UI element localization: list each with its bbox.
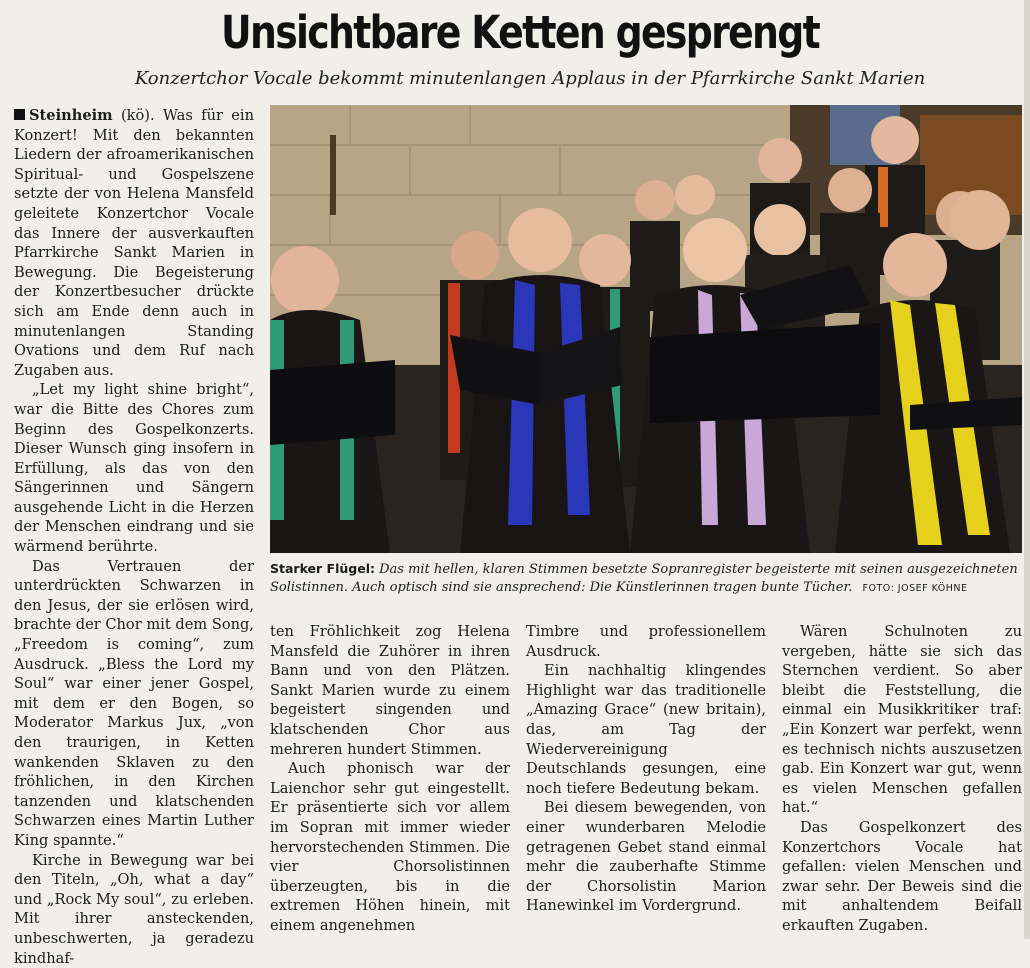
lead-paragraph [14, 106, 254, 380]
headline: Unsichtbare Ketten gesprengt [220, 6, 820, 59]
caption-label: Starker Flügel: [270, 561, 375, 576]
article-column-4 [782, 622, 1022, 936]
paragraph: Ein nachhaltig klingendes Highlight war das traditionelle „Amazing Grace“ (new britain), das, am Tag der Wiedervereinigung Deutschlands gesungen, eine noch tiefere Bedeutung bekam. [526, 662, 766, 797]
article-column-1 [14, 106, 254, 968]
paragraph: Auch phonisch war der Laienchor sehr gut eingestellt. Er präsentierte sich vor allem im Sopran mit immer wieder hervorstechenden Stimmen. Die vier Chorsolistinnen überzeugten, bis in die extremen Höhen hinein, mit einem angenehmen [270, 760, 510, 934]
lead-text: (kö). Was für ein Konzert! Mit den bekannten Liedern der afroamerikanischen Spiritual- und Gospelszene setzte der von Helena Mansfeld geleitete Konzertchor Vocale das Innere der ausverkauften Pfarrkirche Sankt Marien in Bewegung. Die Begeisterung der Konzertbesucher drückte sich am Ende denn auch in minutenlangen Standing Ovations und dem Ruf nach Zugaben aus. [14, 107, 254, 379]
page-edge [1024, 0, 1030, 939]
paragraph: Bei diesem bewegenden, von einer wunderbaren Melodie getragenen Gebet stand einmal mehr die zauberhafte Stimme der Chorsolistin Marion Hanewinkel im Vordergrund. [526, 799, 766, 915]
paragraph: Kirche in Bewegung war bei den Titeln, „Oh, what a day“ und „Rock My soul“, zu erleben. Mit ihrer ansteckenden, unbeschwerten, ja geradezu kindhaf- [14, 851, 254, 967]
paragraph: Das Gospelkonzert des Konzertchors Vocale hat gefallen: vielen Menschen und zwar sehr. Der Beweis sind die mit anhaltendem Beifall erkauften Zugaben. [782, 818, 1022, 934]
caption-text: Das mit hellen, klaren Stimmen besetzte Sopranregister begeisterte mit seinen ausgezeichneten Solistinnen. Auch optisch sind sie ansprechend: Die Künstlerinnen tragen bunte Tücher. [270, 562, 1018, 595]
article-column-3 [526, 622, 766, 916]
square-bullet-icon [14, 109, 25, 120]
choir-photo-illustration [270, 105, 1022, 553]
photo-caption [270, 560, 1022, 598]
paragraph: Das Vertrauen der unterdrückten Schwarzen in den Jesus, der sie erlösen wird, brachte der Chor mit dem Song, „Freedom is coming“, zum Ausdruck. „Bless the Lord my Soul“ war einer jener Gospel, mit dem er den Bogen, so Moderator Markus Jux, „von den traurigen, in Ketten wankenden Sklaven zu den fröhlichen, in den Kirchen tanzenden und klatschenden Schwarzen eines Martin Luther King spannte.“ [14, 557, 254, 849]
dateline: Steinheim [29, 107, 113, 124]
article-column-2 [270, 622, 510, 936]
paragraph: „Let my light shine bright“, war die Bitte des Chores zum Beginn des Gospelkonzerts. Dieser Wunsch ging insofern in Erfüllung, als das von den Sängerinnen und Sängern ausgehende Licht in die Herzen der Menschen eindrang und sie wärmend berührte. [14, 381, 254, 556]
photo-credit: FOTO: JOSEF KÖHNE [862, 583, 968, 594]
choir-photo [270, 105, 1022, 553]
subheadline: Konzertchor Vocale bekommt minutenlangen Applaus in der Pfarrkirche Sankt Marien [134, 68, 926, 89]
paragraph: ten Fröhlichkeit zog Helena Mansfeld die Zuhörer in ihren Bann und von den Plätzen. Sankt Marien wurde zu einem begeistert singenden und klatschenden Chor aus mehreren hundert Stimmen. [270, 623, 510, 758]
paragraph: Wären Schulnoten zu vergeben, hätte sie sich das Sternchen verdient. So aber bleibt die Feststellung, die einmal ein Musikkritiker traf: „Ein Konzert war perfekt, wenn es technisch nichts auszusetzen gab. Ein Konzert war gut, wenn es vielen Menschen gefallen hat.“ [782, 623, 1022, 817]
paragraph: Timbre und professionellem Ausdruck. [526, 623, 766, 660]
